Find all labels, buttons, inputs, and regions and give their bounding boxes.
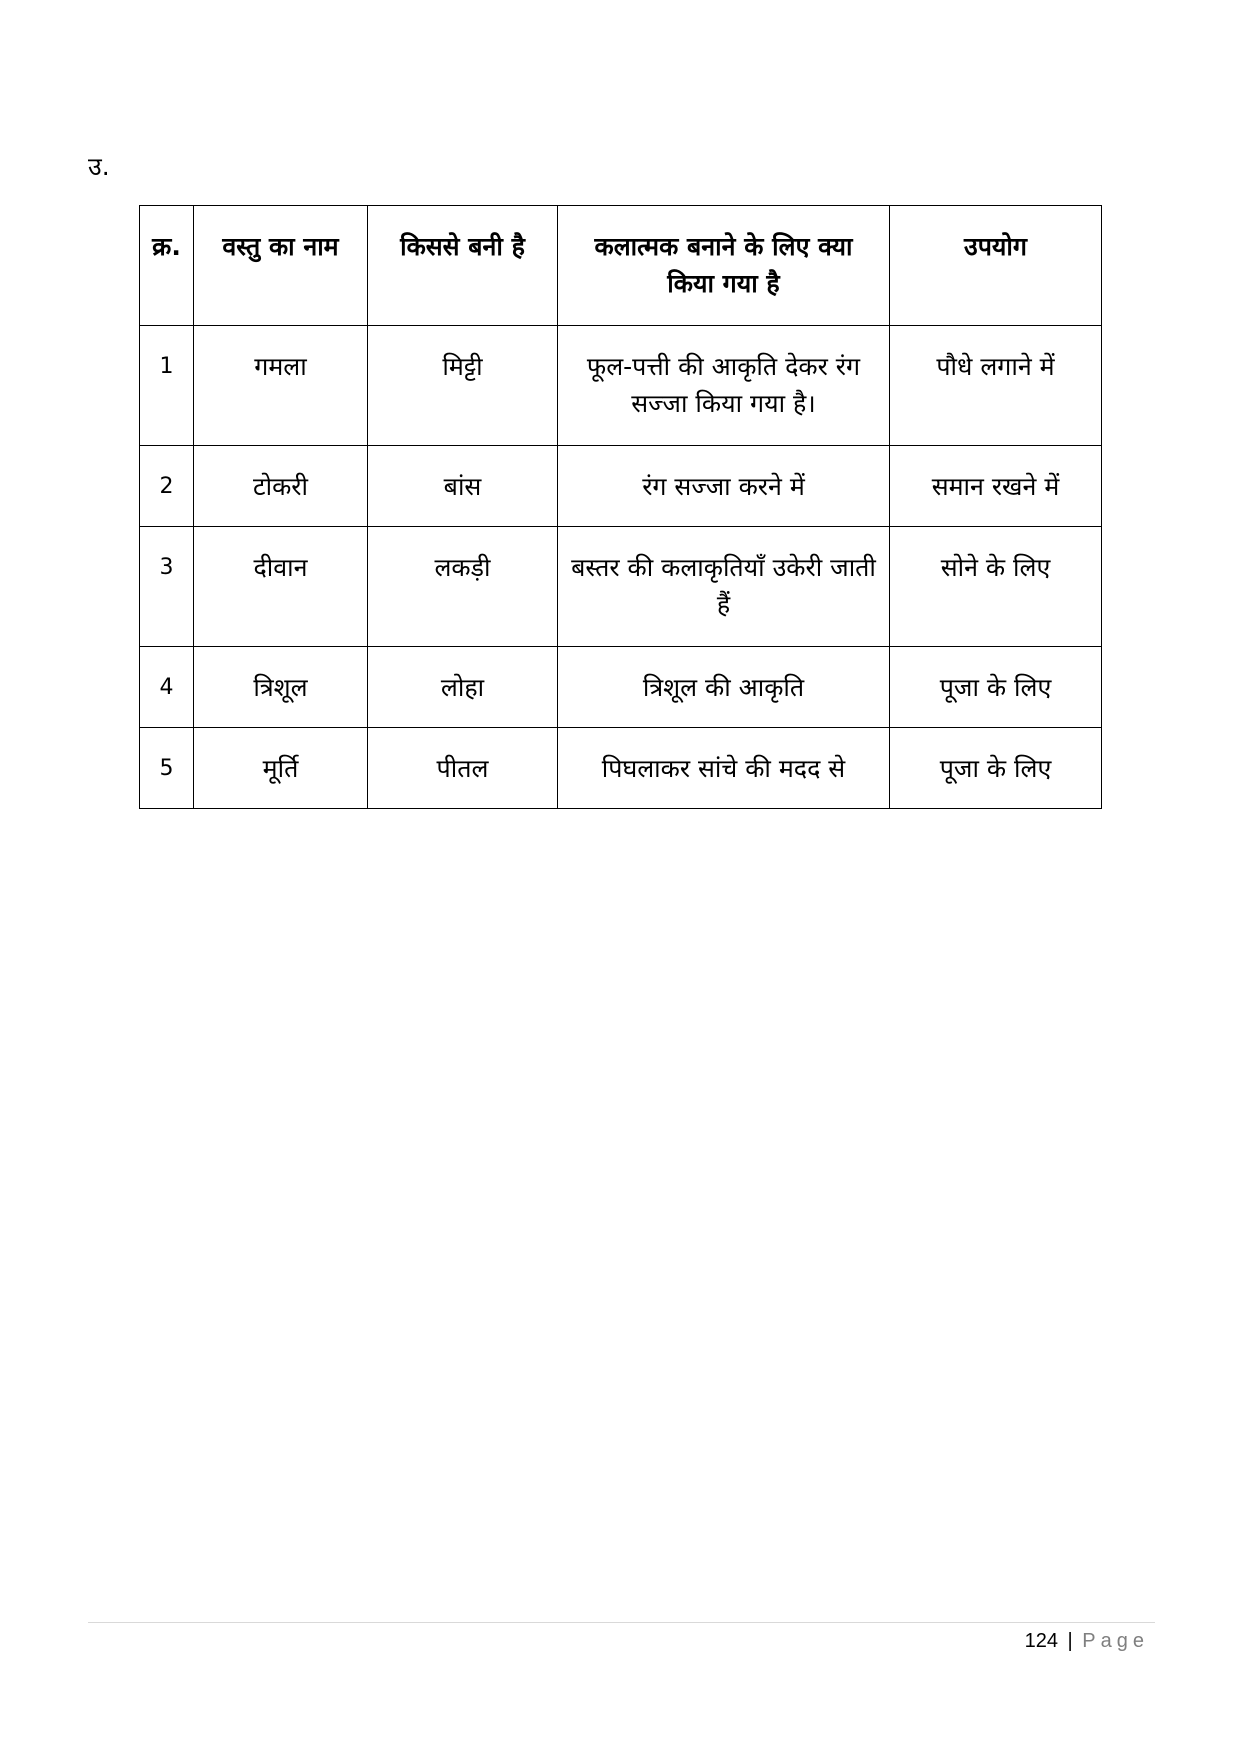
- page-footer: [1025, 1627, 1149, 1655]
- header-use: उपयोग: [890, 206, 1102, 326]
- header-object-name: वस्तु का नाम: [194, 206, 368, 326]
- cell-decoration: रंग सज्जा करने में: [558, 446, 890, 527]
- cell-object-name: टोकरी: [194, 446, 368, 527]
- header-material: किससे बनी है: [368, 206, 558, 326]
- cell-decoration: पिघलाकर सांचे की मदद से: [558, 728, 890, 809]
- cell-object-name: मूर्ति: [194, 728, 368, 809]
- cell-decoration: त्रिशूल की आकृति: [558, 647, 890, 728]
- table-row: [140, 728, 1102, 809]
- cell-use: पूजा के लिए: [890, 647, 1102, 728]
- cell-serial: 1: [140, 326, 194, 446]
- header-decoration: कलात्मक बनाने के लिए क्या किया गया है: [558, 206, 890, 326]
- cell-use: पूजा के लिए: [890, 728, 1102, 809]
- cell-decoration: फूल-पत्ती की आकृति देकर रंग सज्जा किया गया है।: [558, 326, 890, 446]
- cell-material: लोहा: [368, 647, 558, 728]
- page-word: Page: [1082, 1630, 1149, 1652]
- objects-table: [139, 205, 1102, 809]
- cell-use: पौधे लगाने में: [890, 326, 1102, 446]
- footer-divider: [88, 1622, 1155, 1623]
- cell-serial: 3: [140, 527, 194, 647]
- cell-serial: 5: [140, 728, 194, 809]
- cell-object-name: दीवान: [194, 527, 368, 647]
- table-row: [140, 527, 1102, 647]
- cell-use: सोने के लिए: [890, 527, 1102, 647]
- cell-object-name: गमला: [194, 326, 368, 446]
- header-serial: क्र.: [140, 206, 194, 326]
- page-number: 124: [1024, 1630, 1058, 1652]
- cell-material: लकड़ी: [368, 527, 558, 647]
- question-label: उ.: [88, 152, 110, 181]
- table-header-row: [140, 206, 1102, 326]
- cell-material: बांस: [368, 446, 558, 527]
- footer-separator: |: [1067, 1630, 1073, 1652]
- cell-material: पीतल: [368, 728, 558, 809]
- table-row: [140, 326, 1102, 446]
- cell-serial: 4: [140, 647, 194, 728]
- cell-serial: 2: [140, 446, 194, 527]
- cell-decoration: बस्तर की कलाकृतियाँ उकेरी जाती हैं: [558, 527, 890, 647]
- cell-object-name: त्रिशूल: [194, 647, 368, 728]
- cell-use: समान रखने में: [890, 446, 1102, 527]
- cell-material: मिट्टी: [368, 326, 558, 446]
- table-row: [140, 446, 1102, 527]
- table-row: [140, 647, 1102, 728]
